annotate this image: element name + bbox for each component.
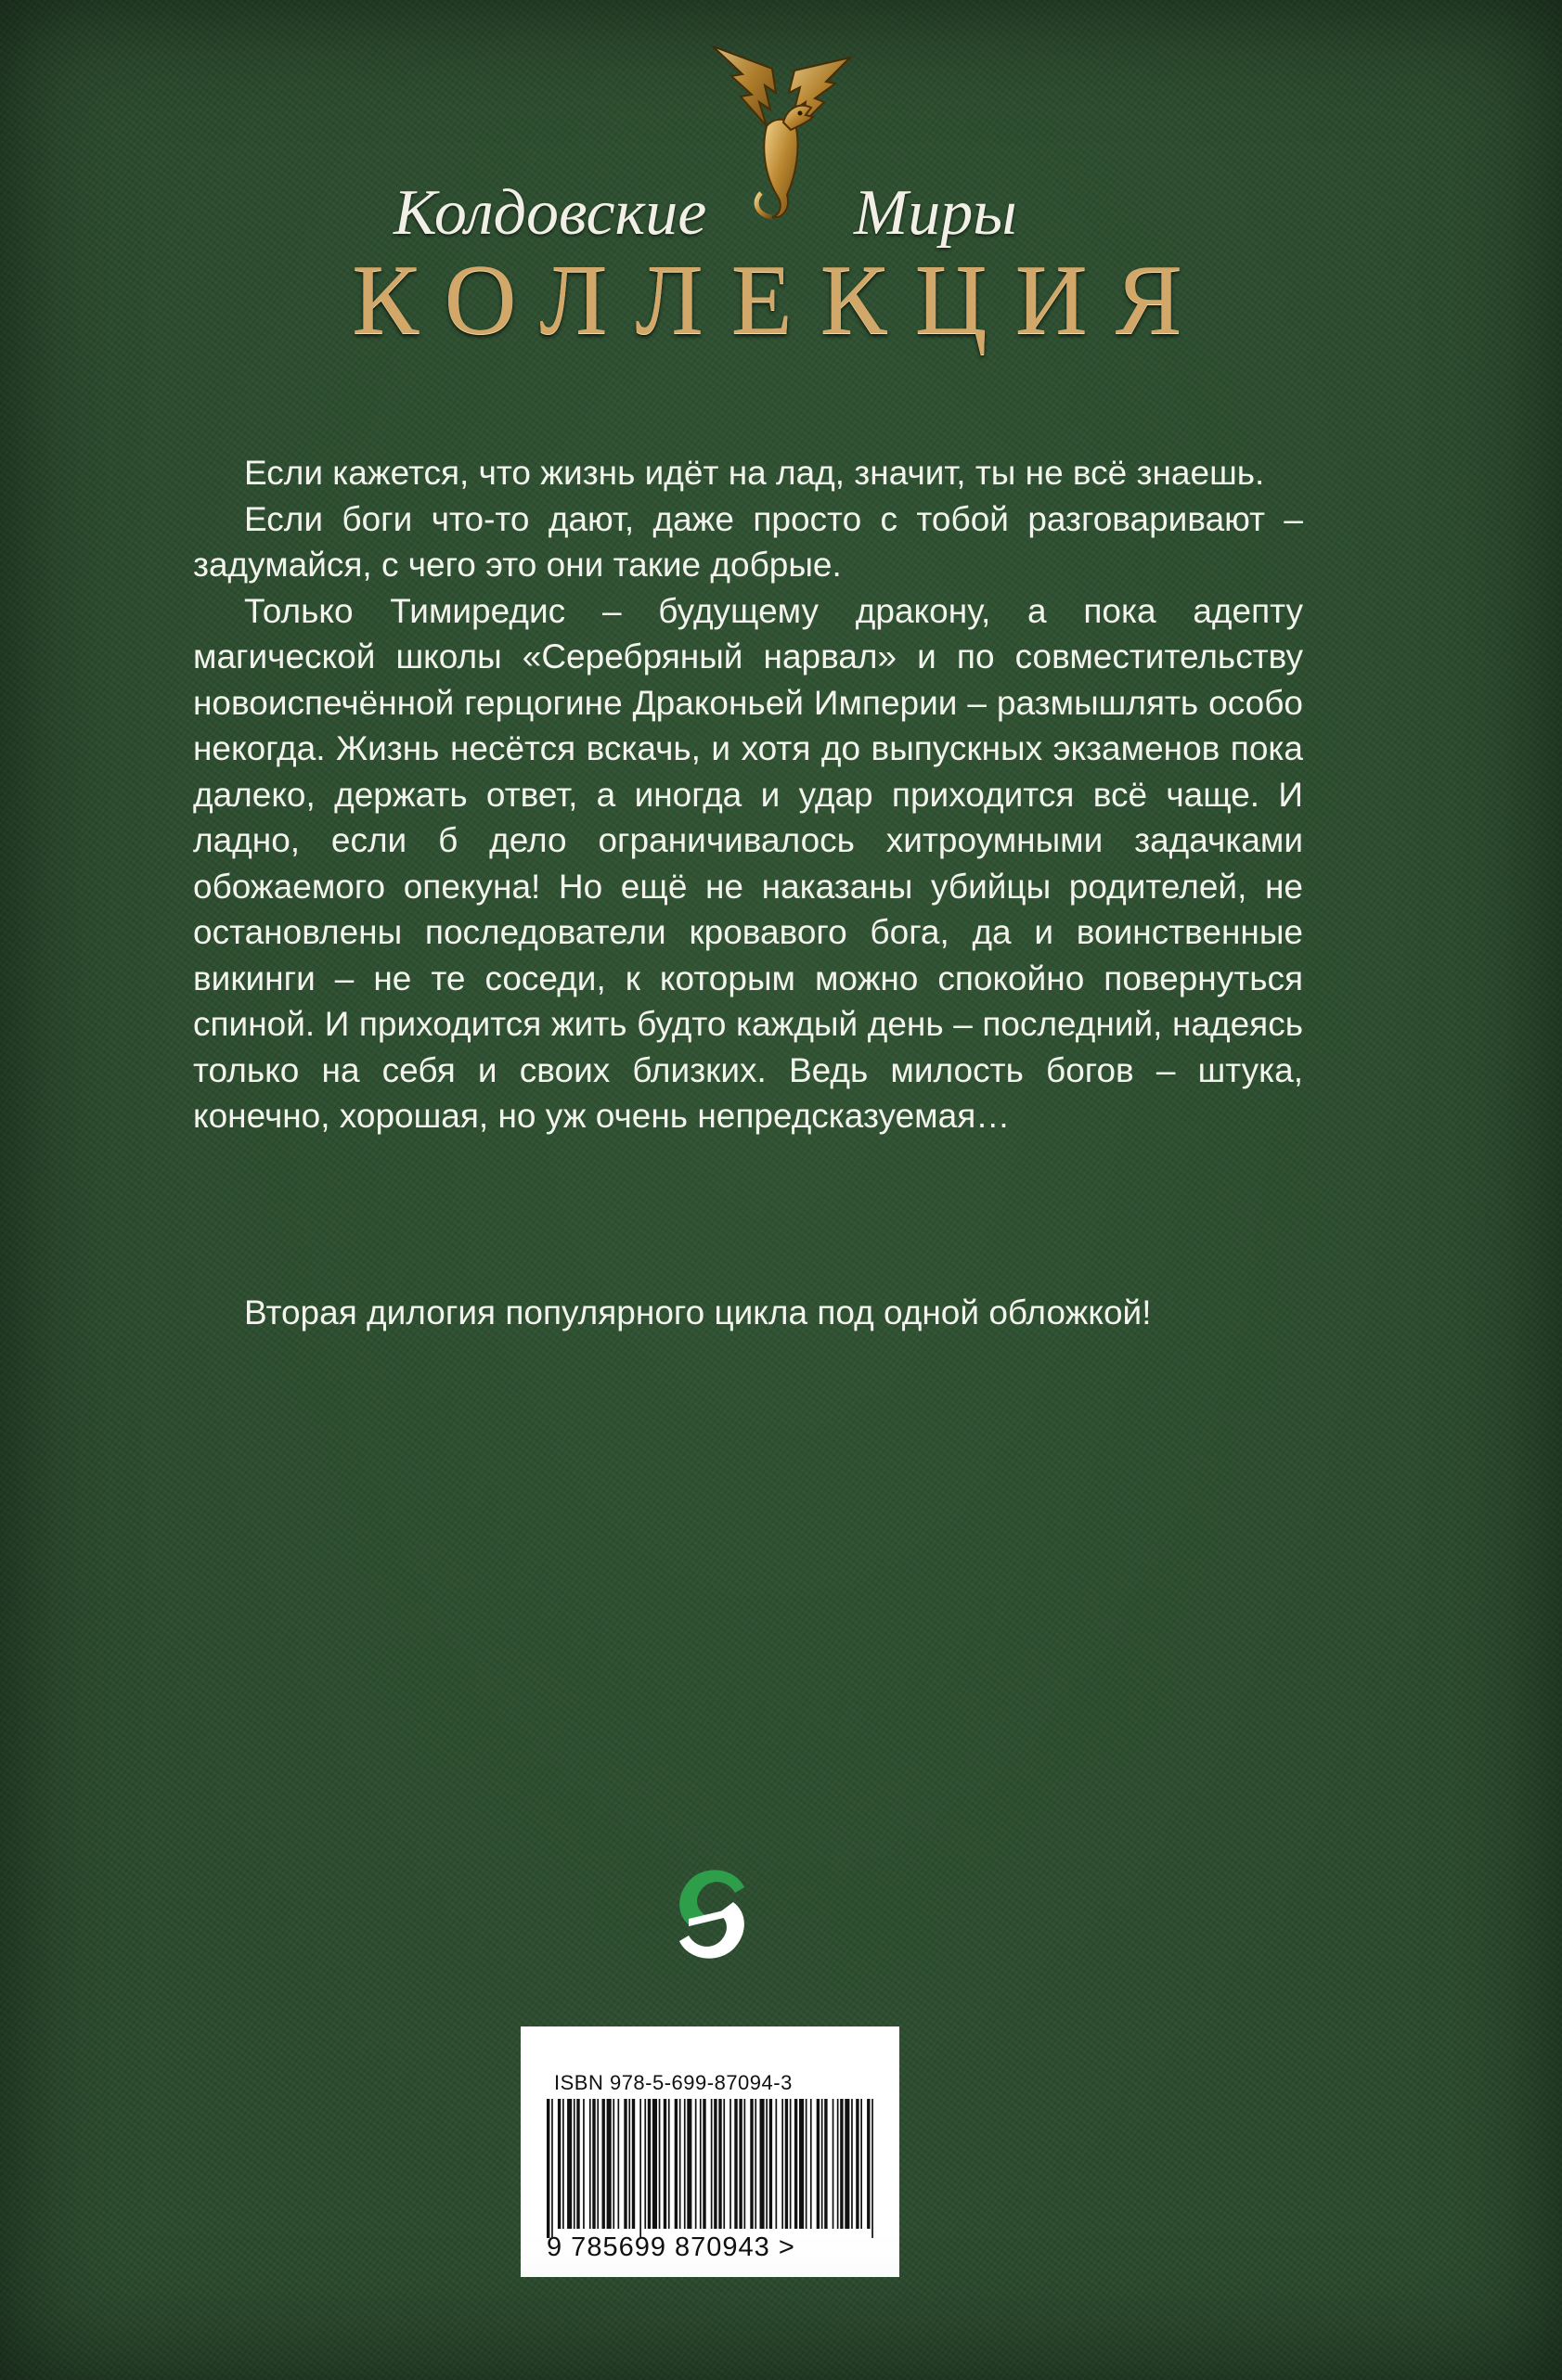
- barcode-bar: [824, 2099, 827, 2229]
- blurb-paragraph: Если кажется, что жизнь идёт на лад, значит, ты не всё знаешь.: [244, 454, 1265, 492]
- barcode-bar: [583, 2099, 585, 2229]
- barcode-bar: [551, 2099, 553, 2238]
- blurb-paragraph: Если боги что-то дают, даже просто с тобой разговаривают – задумайся, с чего это они такие добрые.: [193, 499, 1303, 584]
- barcode-bar: [711, 2099, 713, 2229]
- barcode-bar: [567, 2099, 572, 2229]
- barcode-bar: [785, 2099, 788, 2229]
- barcode-bar: [695, 2099, 697, 2229]
- barcode-bar: [589, 2099, 591, 2229]
- barcode-bar: [624, 2099, 626, 2229]
- tagline: Вторая дилогия популярного цикла под одной обложкой!: [244, 1293, 1152, 1332]
- barcode-bar: [806, 2099, 807, 2229]
- barcode-bar: [718, 2099, 721, 2229]
- blurb-paragraph: Только Тимиредис – будущему дракону, а пока адепту магической школы «Серебряный нарвал» и по совместительству новоиспечённой герцогине Драконьей Империи – размышлять особо некогда. Жизнь несётся вскачь, и хотя до выпускных экзаменов пока далеко, держать ответ, а иногда и удар приходится всё чаще. И ладно, если б дело ограничивалось хитроумными задачками обожаемого опекуна! Но ещё не наказаны убийцы родителей, не остановлены последователи кровавого бога, да и воинственные викинги – не те соседи, к которым можно спокойно повернуться спиной. И приходится жить будто каждый день – последний, надеясь только на себя и своих близких. Ведь милость богов – штука, конечно, хорошая, но уж очень непредсказуемая…: [193, 591, 1303, 1135]
- barcode-bar: [607, 2099, 612, 2229]
- isbn-barcode: [521, 2026, 899, 2277]
- barcode-bar: [766, 2099, 768, 2229]
- isbn-number: ISBN 978-5-699-87094-3: [554, 2071, 793, 2094]
- barcode-bar: [871, 2099, 873, 2238]
- barcode-bar: [833, 2099, 834, 2229]
- barcode-bar: [664, 2099, 666, 2229]
- barcode-bar: [574, 2099, 575, 2229]
- barcode-bar: [576, 2099, 579, 2229]
- barcode-bar: [729, 2099, 731, 2229]
- barcode-bar: [703, 2099, 705, 2229]
- barcode-bar: [799, 2099, 804, 2229]
- barcode-bar: [700, 2099, 702, 2229]
- barcode-bar: [821, 2099, 823, 2229]
- barcode-bar: [734, 2099, 737, 2229]
- series-word-left: Колдовские: [394, 177, 707, 249]
- barcode-bar: [781, 2099, 783, 2229]
- barcode-bar: [592, 2099, 595, 2229]
- barcode-bar: [776, 2099, 778, 2229]
- barcode-bar: [714, 2099, 716, 2229]
- barcode-bar: [840, 2099, 843, 2229]
- barcode-bar: [639, 2099, 641, 2238]
- barcode-bar: [597, 2099, 599, 2229]
- barcode-bar: [769, 2099, 772, 2229]
- barcode-bar: [794, 2099, 797, 2229]
- barcode-bar: [856, 2099, 858, 2229]
- barcode-bar: [837, 2099, 839, 2229]
- book-blurb: [193, 450, 1303, 1139]
- barcode-bar: [860, 2099, 862, 2229]
- barcode-bar: [644, 2099, 646, 2229]
- barcode-bar: [618, 2099, 620, 2229]
- barcode-bar: [723, 2099, 725, 2229]
- barcode-bar: [760, 2099, 765, 2229]
- barcode-bar: [547, 2099, 549, 2238]
- barcode-bar: [562, 2099, 564, 2229]
- barcode-bar: [628, 2099, 630, 2229]
- barcode-bar: [675, 2099, 678, 2229]
- barcode-bar: [750, 2099, 753, 2229]
- ean-digits: 9 785699 870943 >: [547, 2232, 795, 2262]
- barcode-bar: [810, 2099, 812, 2229]
- barcode-bar: [679, 2099, 681, 2229]
- barcode-bar: [739, 2099, 742, 2229]
- barcode-bar: [845, 2099, 849, 2229]
- barcode-bar: [867, 2099, 870, 2229]
- barcode-bar: [687, 2099, 691, 2229]
- barcode-bar: [755, 2099, 756, 2229]
- barcode-bar: [790, 2099, 792, 2229]
- barcode-bar: [851, 2099, 853, 2229]
- eksmo-logo-icon: [670, 1859, 754, 1969]
- barcode-bar: [648, 2099, 651, 2229]
- barcode-bar: [558, 2099, 561, 2229]
- barcode-bar: [684, 2099, 686, 2229]
- barcode-bar: [659, 2099, 661, 2229]
- barcode-bars: [543, 2099, 879, 2238]
- barcode-bar: [744, 2099, 746, 2229]
- series-word-right: Миры: [854, 177, 1017, 249]
- barcode-bar: [632, 2099, 635, 2229]
- barcode-bar: [817, 2099, 820, 2229]
- barcode-bar: [652, 2099, 657, 2229]
- collection-title: КОЛЛЕКЦИЯ: [352, 245, 1210, 355]
- barcode-bar: [613, 2099, 614, 2229]
- barcode-bar: [668, 2099, 670, 2229]
- barcode-bar: [602, 2099, 605, 2229]
